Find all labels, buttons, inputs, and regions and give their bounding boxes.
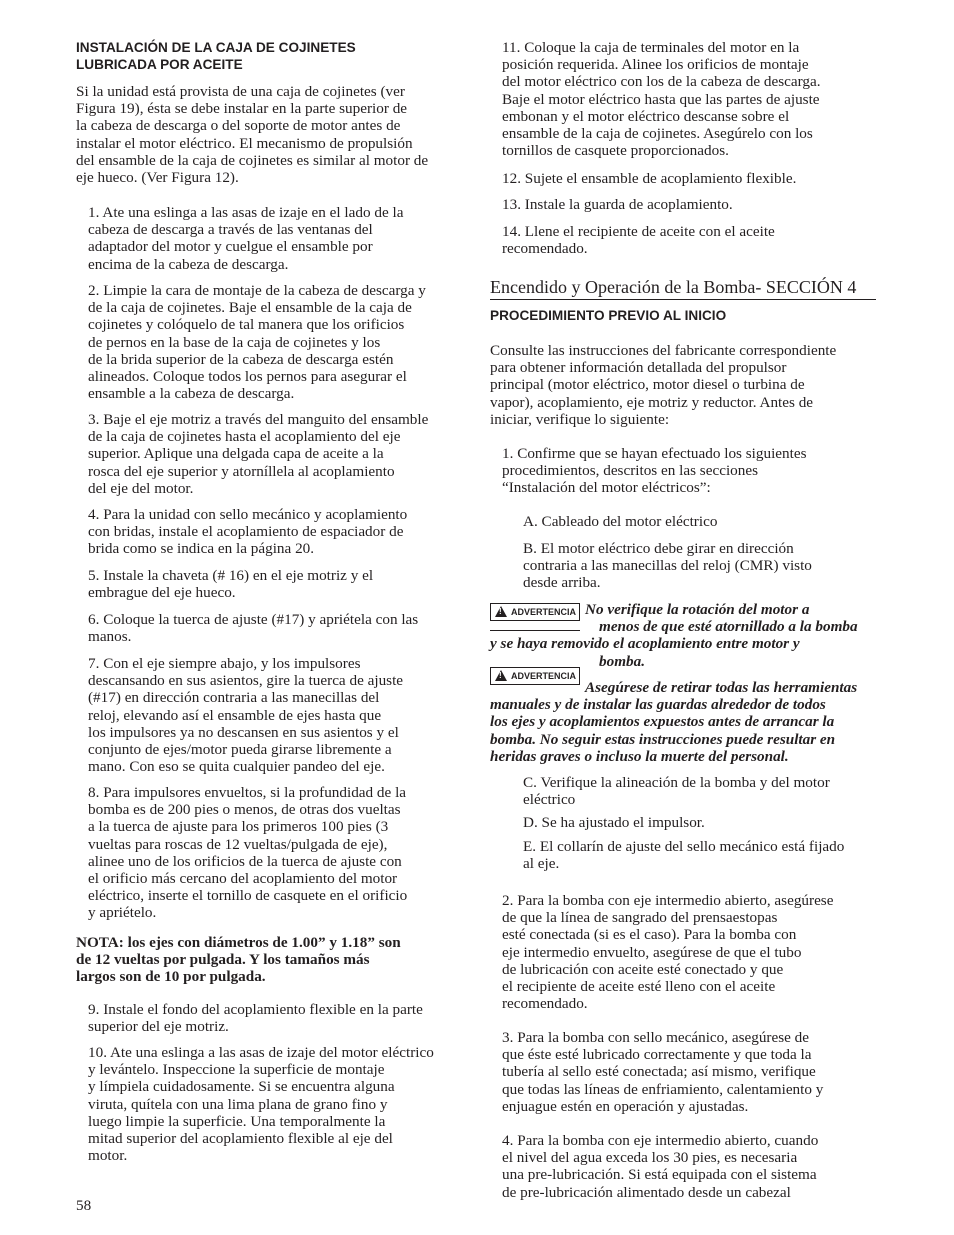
text-line: eléctrico, inserte el tornillo de casquete en el orificio xyxy=(88,887,408,905)
text-line: contraria a las manecillas del reloj (CMR) visto xyxy=(523,557,812,575)
text-line: eje hueco. (Ver Figura 12). xyxy=(76,169,239,187)
text-line: reloj, elevando así el ensamble de ejes hasta que xyxy=(88,706,382,724)
step-item xyxy=(76,1001,501,1035)
text-line: 4. Para la unidad con sello mecánico y acoplamiento xyxy=(88,506,408,523)
text-line: encima de la cabeza de descarga. xyxy=(88,255,289,273)
text-line: B. El motor eléctrico debe girar en dirección xyxy=(523,540,794,557)
text-line: eléctrico xyxy=(523,791,576,809)
text-line: 12. Sujete el ensamble de acoplamiento flexible. xyxy=(502,170,797,187)
text-line: 4. Para la bomba con eje intermedio abierto, cuando xyxy=(502,1132,819,1149)
text-line: del ensamble de la caja de cojinetes es similar al motor de xyxy=(76,151,429,169)
step-item xyxy=(76,204,501,273)
warning-text-1: No verifique la rotación del motor a menos de que esté atornillado a la bomba y se haya removido el acoplamiento entre motor y bomba. xyxy=(490,601,858,670)
text-line: C. Verifique la alineación de la bomba y del motor xyxy=(523,774,830,791)
step-item xyxy=(76,784,501,922)
text-line: Figura 19), ésta se debe instalar en la parte superior de xyxy=(76,100,408,118)
text-line: brida como se indica en la página 20. xyxy=(88,540,315,558)
check-step-2 xyxy=(490,892,893,1012)
section-title: Encendido y Operación de la Bomba- SECCIÓN 4 xyxy=(490,277,876,300)
step-item xyxy=(76,282,501,402)
text-line: A. Cableado del motor eléctrico xyxy=(523,513,718,530)
text-line: D. Se ha ajustado el impulsor. xyxy=(523,814,705,831)
text-line: al eje. xyxy=(523,855,560,873)
check-sub-b xyxy=(490,540,888,592)
text-line: vapor), acoplamiento, eje motriz y reductor. Antes de xyxy=(490,393,814,411)
text-line: 1. Ate una eslinga a las asas de izaje en el lado de la xyxy=(88,204,404,221)
text-line: viruta, quítela con una lima plana de grano fino y xyxy=(88,1095,388,1113)
text-line: y límpiela cuidadosamente. Si se encuentra alguna xyxy=(88,1078,395,1096)
step-item xyxy=(490,170,915,187)
text-line: del motor eléctrico con los de la cabeza de descarga. xyxy=(502,73,821,91)
text-line: 3. Baje el eje motriz a través del manguito del ensamble xyxy=(88,411,429,428)
text-line: tornillos de casquete proporcionados. xyxy=(502,142,729,160)
text-line: los impulsores ya no descansen en sus asientos y el xyxy=(88,723,399,741)
text-line: del eje del motor. xyxy=(88,479,194,497)
text-line: ensamble de la caja de cojinetes. Asegúrelo con los xyxy=(502,125,813,143)
text-line: motor. xyxy=(88,1147,128,1165)
text-line: superior del eje motriz. xyxy=(88,1018,229,1036)
text-line: E. El collarín de ajuste del sello mecánico está fijado xyxy=(523,838,845,855)
subheading-pre-start: PROCEDIMIENTO PREVIO AL INICIO xyxy=(490,308,727,323)
text-line: Baje el motor eléctrico hasta que las partes de ajuste xyxy=(502,90,820,108)
text-line: alinee uno de los orificios de la tuerca de ajuste con xyxy=(88,852,402,870)
text-line: el nivel del agua exceda los 30 pies, es necesaria xyxy=(502,1149,798,1167)
text-line: superior. Aplique una delgada capa de aceite a la xyxy=(88,445,384,463)
text-line: para obtener información detallada del propulsor xyxy=(490,359,787,377)
text-line: luego limpie la superficie. Una temporalmente la xyxy=(88,1112,386,1130)
text-line: desde arriba. xyxy=(523,574,601,592)
text-line: posición requerida. Alinee los orificios de montaje xyxy=(502,56,809,74)
text-line: la cabeza de descarga o del soporte de motor antes de xyxy=(76,117,401,135)
check-sub-c xyxy=(490,774,911,808)
text-line: cabeza de descarga a través de las ventanas del xyxy=(88,221,373,239)
text-line: largos son de 10 por pulgada. xyxy=(76,968,266,986)
text-line: instalar el motor eléctrico. El mecanismo de propulsión xyxy=(76,134,413,152)
text-line: el orificio más cercano del acoplamiento del motor xyxy=(88,870,398,888)
step-item xyxy=(490,196,915,213)
text-line: principal (motor eléctrico, motor diesel o turbina de xyxy=(490,376,805,394)
text-line: 10. Ate una eslinga a las asas de izaje del motor eléctrico xyxy=(88,1044,434,1061)
check-sub-a xyxy=(490,513,888,530)
text-line: 13. Instale la guarda de acoplamiento. xyxy=(502,196,733,213)
text-line: embonan y el motor eléctrico descanse sobre el xyxy=(502,107,790,125)
text-line: ensamble a la cabeza de descarga. xyxy=(88,385,295,403)
text-line: y apriételo. xyxy=(88,904,157,922)
text-line: de 12 vueltas por pulgada. Y los tamaños más xyxy=(76,951,370,969)
text-line: 14. Llene el recipiente de aceite con el aceite xyxy=(502,223,775,240)
step-item xyxy=(76,411,501,497)
text-line: recomendado. xyxy=(502,240,588,258)
text-line: NOTA: los ejes con diámetros de 1.00” y 1.18” son xyxy=(76,934,401,951)
intro-paragraph xyxy=(76,83,468,186)
text-line: 6. Coloque la tuerca de ajuste (#17) y apriétela con las xyxy=(88,611,419,628)
warning-badge-2: ! ADVERTENCIA xyxy=(490,667,580,685)
text-line: 8. Para impulsores envueltos, si la profundidad de la xyxy=(88,784,407,801)
check-step-1 xyxy=(490,445,888,497)
text-line: conjunto de ejes/motor pueda girarse libremente a xyxy=(88,741,392,759)
check-step-4 xyxy=(490,1132,893,1201)
text-line: descansando en sus asientos, gire la tuerca de ajuste xyxy=(88,672,404,690)
text-line: de la caja de cojinetes. Baje el ensamble de la caja de xyxy=(88,299,412,317)
text-line: recomendado. xyxy=(502,995,588,1013)
step-item xyxy=(76,506,501,558)
text-line: de lubricación con aceite esté conectado y que xyxy=(502,960,784,978)
check-sub-e xyxy=(490,838,911,872)
text-line: 5. Instale la chaveta (# 16) en el eje motriz y el xyxy=(88,567,374,584)
text-line: tubería al sello esté conectada; así mismo, verifique xyxy=(502,1063,816,1081)
text-line: 2. Para la bomba con eje intermedio abierto, asegúrese xyxy=(502,892,834,909)
text-line: de pre-lubricación alimentado desde un cabezal xyxy=(502,1183,791,1201)
text-line: el recipiente de aceite esté lleno con el aceite xyxy=(502,978,776,996)
step-item xyxy=(76,655,501,775)
warning-badge-1: ! ADVERTENCIA xyxy=(490,603,580,621)
text-line: de que la línea de sangrado del prensaestopas xyxy=(502,909,778,927)
text-line: mano. Con eso se quita cualquier pandeo del eje. xyxy=(88,758,385,776)
text-line: 3. Para la bomba con sello mecánico, asegúrese de xyxy=(502,1029,810,1046)
text-line: esté conectada (si es el caso). Para la bomba con xyxy=(502,926,797,944)
warning-text-2: Asegúrese de retirar todas las herramientas manuales y de instalar las guardas alrededor de todos los ejes y acoplamientos expuestos antes de arrancar la bomba. No seguir estas instrucciones puede resultar en heridas graves o incluso la muerte del personal. xyxy=(490,679,858,765)
nota-paragraph xyxy=(76,934,525,986)
text-line: adaptador del motor y cuelgue el ensamble por xyxy=(88,238,373,256)
text-line: cojinetes y colóquelo de tal manera que los orificios xyxy=(88,316,405,334)
text-line: rosca del eje superior y atorníllela al acoplamiento xyxy=(88,462,395,480)
page-number: 58 xyxy=(76,1197,92,1214)
step-item xyxy=(490,223,915,257)
text-line: de la brida superior de la cabeza de descarga estén xyxy=(88,350,394,368)
check-step-3 xyxy=(490,1029,893,1115)
text-line: y levántelo. Inspeccione la superficie de montaje xyxy=(88,1061,385,1079)
pre-start-intro xyxy=(490,342,888,428)
text-line: manos. xyxy=(88,628,132,646)
text-line: de pernos en la base de la caja de cojinetes y los xyxy=(88,333,381,351)
text-line: vueltas para roscas de 12 vueltas/pulgada de eje), xyxy=(88,835,388,853)
step-item xyxy=(76,611,501,645)
text-line: que todas las líneas de enfriamiento, calentamiento y xyxy=(502,1080,824,1098)
text-line: Consulte las instrucciones del fabricante correspondiente xyxy=(490,342,837,359)
text-line: a la tuerca de ajuste para los primeros 100 pies (3 xyxy=(88,818,389,836)
text-line: embrague del eje hueco. xyxy=(88,584,236,602)
text-line: alineados. Coloque todos los pernos para asegurar el xyxy=(88,368,407,386)
text-line: “Instalación del motor eléctricos”: xyxy=(502,479,711,497)
section-heading-bearing-housing: INSTALACIÓN DE LA CAJA DE COJINETES LUBRICADA POR ACEITE xyxy=(76,40,356,72)
text-line: 1. Confirme que se hayan efectuado los siguientes xyxy=(502,445,807,462)
text-line: 2. Limpie la cara de montaje de la cabeza de descarga y xyxy=(88,282,426,299)
text-line: con bridas, instale el acoplamiento de espaciador de xyxy=(88,523,404,541)
step-item xyxy=(76,1044,501,1164)
text-line: procedimientos, descritos en las secciones xyxy=(502,462,758,480)
step-item xyxy=(490,39,915,159)
text-line: que éste esté lubricado correctamente y que toda la xyxy=(502,1046,812,1064)
text-line: Si la unidad está provista de una caja de cojinetes (ver xyxy=(76,83,405,100)
text-line: de la caja de cojinetes hasta el acoplamiento del eje xyxy=(88,428,401,446)
text-line: enjuague estén en operación y ajustadas. xyxy=(502,1097,749,1115)
text-line: una pre-lubricación. Si está equipada con el sistema xyxy=(502,1166,817,1184)
text-line: eje intermedio envuelto, asegúrese de que el tubo xyxy=(502,943,802,961)
text-line: iniciar, verifique lo siguiente: xyxy=(490,410,670,428)
text-line: mitad superior del acoplamiento flexible al eje del xyxy=(88,1130,393,1148)
step-item xyxy=(76,567,501,601)
text-line: (#17) en dirección contraria a las manecillas del xyxy=(88,689,380,707)
text-line: 11. Coloque la caja de terminales del motor en la xyxy=(502,39,800,56)
text-line: 9. Instale el fondo del acoplamiento flexible en la parte xyxy=(88,1001,423,1018)
check-sub-d xyxy=(490,814,911,831)
text-line: bomba es de 200 pies o menos, de otras dos vueltas xyxy=(88,801,401,819)
text-line: 7. Con el eje siempre abajo, y los impulsores xyxy=(88,655,361,672)
